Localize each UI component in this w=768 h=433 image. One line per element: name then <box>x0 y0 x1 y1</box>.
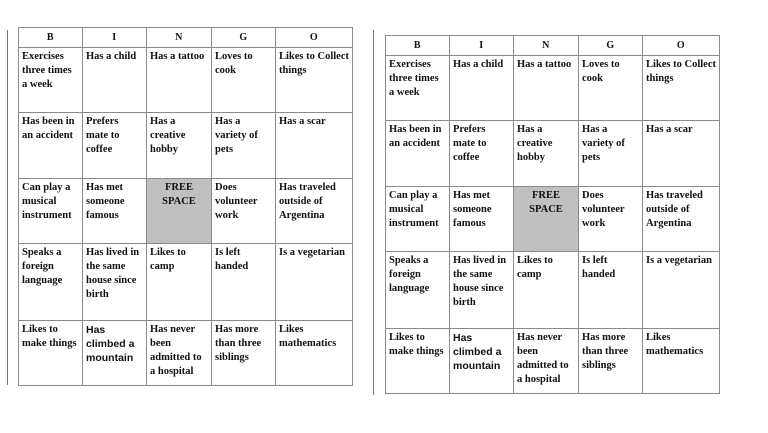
cell: Has been in an accident <box>386 121 450 187</box>
cell: Loves to cook <box>212 48 276 113</box>
cell: Has met someone famous <box>83 179 147 244</box>
cell: Has a tattoo <box>514 56 579 121</box>
bingo-grid <box>18 27 353 386</box>
cell: Speaks a foreign language <box>386 252 450 329</box>
cell: Has a scar <box>276 113 353 179</box>
header-n: N <box>147 28 212 48</box>
bingo-card-right <box>385 35 719 393</box>
cell: Is a vegetarian <box>276 244 353 321</box>
cell: Has climbed a mountain <box>450 329 514 394</box>
cell: Has a variety of pets <box>212 113 276 179</box>
free-space-cell: FREE SPACE <box>147 179 212 244</box>
cell: Has been in an accident <box>19 113 83 179</box>
cell: Has a child <box>83 48 147 113</box>
cell: Is left handed <box>579 252 643 329</box>
cell: Is left handed <box>212 244 276 321</box>
cell: Exercises three times a week <box>386 56 450 121</box>
cell: Has traveled outside of Argentina <box>643 187 720 252</box>
cell: Likes to make things <box>386 329 450 394</box>
right-margin-line <box>373 30 374 395</box>
cell: Has a child <box>450 56 514 121</box>
cell: Has a creative hobby <box>514 121 579 187</box>
cell: Is a vegetarian <box>643 252 720 329</box>
bingo-card-left <box>18 27 352 385</box>
cell: Has climbed a mountain <box>83 321 147 386</box>
cell: Has never been admitted to a hospital <box>514 329 579 394</box>
cell: Exercises three times a week <box>19 48 83 113</box>
bingo-grid <box>385 35 720 394</box>
cell: Has a scar <box>643 121 720 187</box>
header-o: O <box>643 36 720 56</box>
cell: Has more than three siblings <box>579 329 643 394</box>
cell: Has traveled outside of Argentina <box>276 179 353 244</box>
header-i: I <box>83 28 147 48</box>
cell: Can play a musical instrument <box>19 179 83 244</box>
cell: Likes mathematics <box>276 321 353 386</box>
cell: Likes mathematics <box>643 329 720 394</box>
header-b: B <box>19 28 83 48</box>
cell: Likes to Collect things <box>276 48 353 113</box>
cell: Has a creative hobby <box>147 113 212 179</box>
cell: Has a tattoo <box>147 48 212 113</box>
cell: Has lived in the same house since birth <box>450 252 514 329</box>
cell: Likes to Collect things <box>643 56 720 121</box>
header-o: O <box>276 28 353 48</box>
cell: Has never been admitted to a hospital <box>147 321 212 386</box>
free-space-cell: FREE SPACE <box>514 187 579 252</box>
cell: Has met someone famous <box>450 187 514 252</box>
cell: Does volunteer work <box>212 179 276 244</box>
cell: Likes to camp <box>514 252 579 329</box>
cell: Loves to cook <box>579 56 643 121</box>
cell: Speaks a foreign language <box>19 244 83 321</box>
cell: Prefers mate to coffee <box>450 121 514 187</box>
cell: Does volunteer work <box>579 187 643 252</box>
header-b: B <box>386 36 450 56</box>
header-i: I <box>450 36 514 56</box>
cell: Likes to make things <box>19 321 83 386</box>
left-margin-line <box>7 30 8 385</box>
cell: Prefers mate to coffee <box>83 113 147 179</box>
header-g: G <box>212 28 276 48</box>
header-n: N <box>514 36 579 56</box>
cell: Has lived in the same house since birth <box>83 244 147 321</box>
cell: Has a variety of pets <box>579 121 643 187</box>
cell: Can play a musical instrument <box>386 187 450 252</box>
header-g: G <box>579 36 643 56</box>
cell: Likes to camp <box>147 244 212 321</box>
cell: Has more than three siblings <box>212 321 276 386</box>
